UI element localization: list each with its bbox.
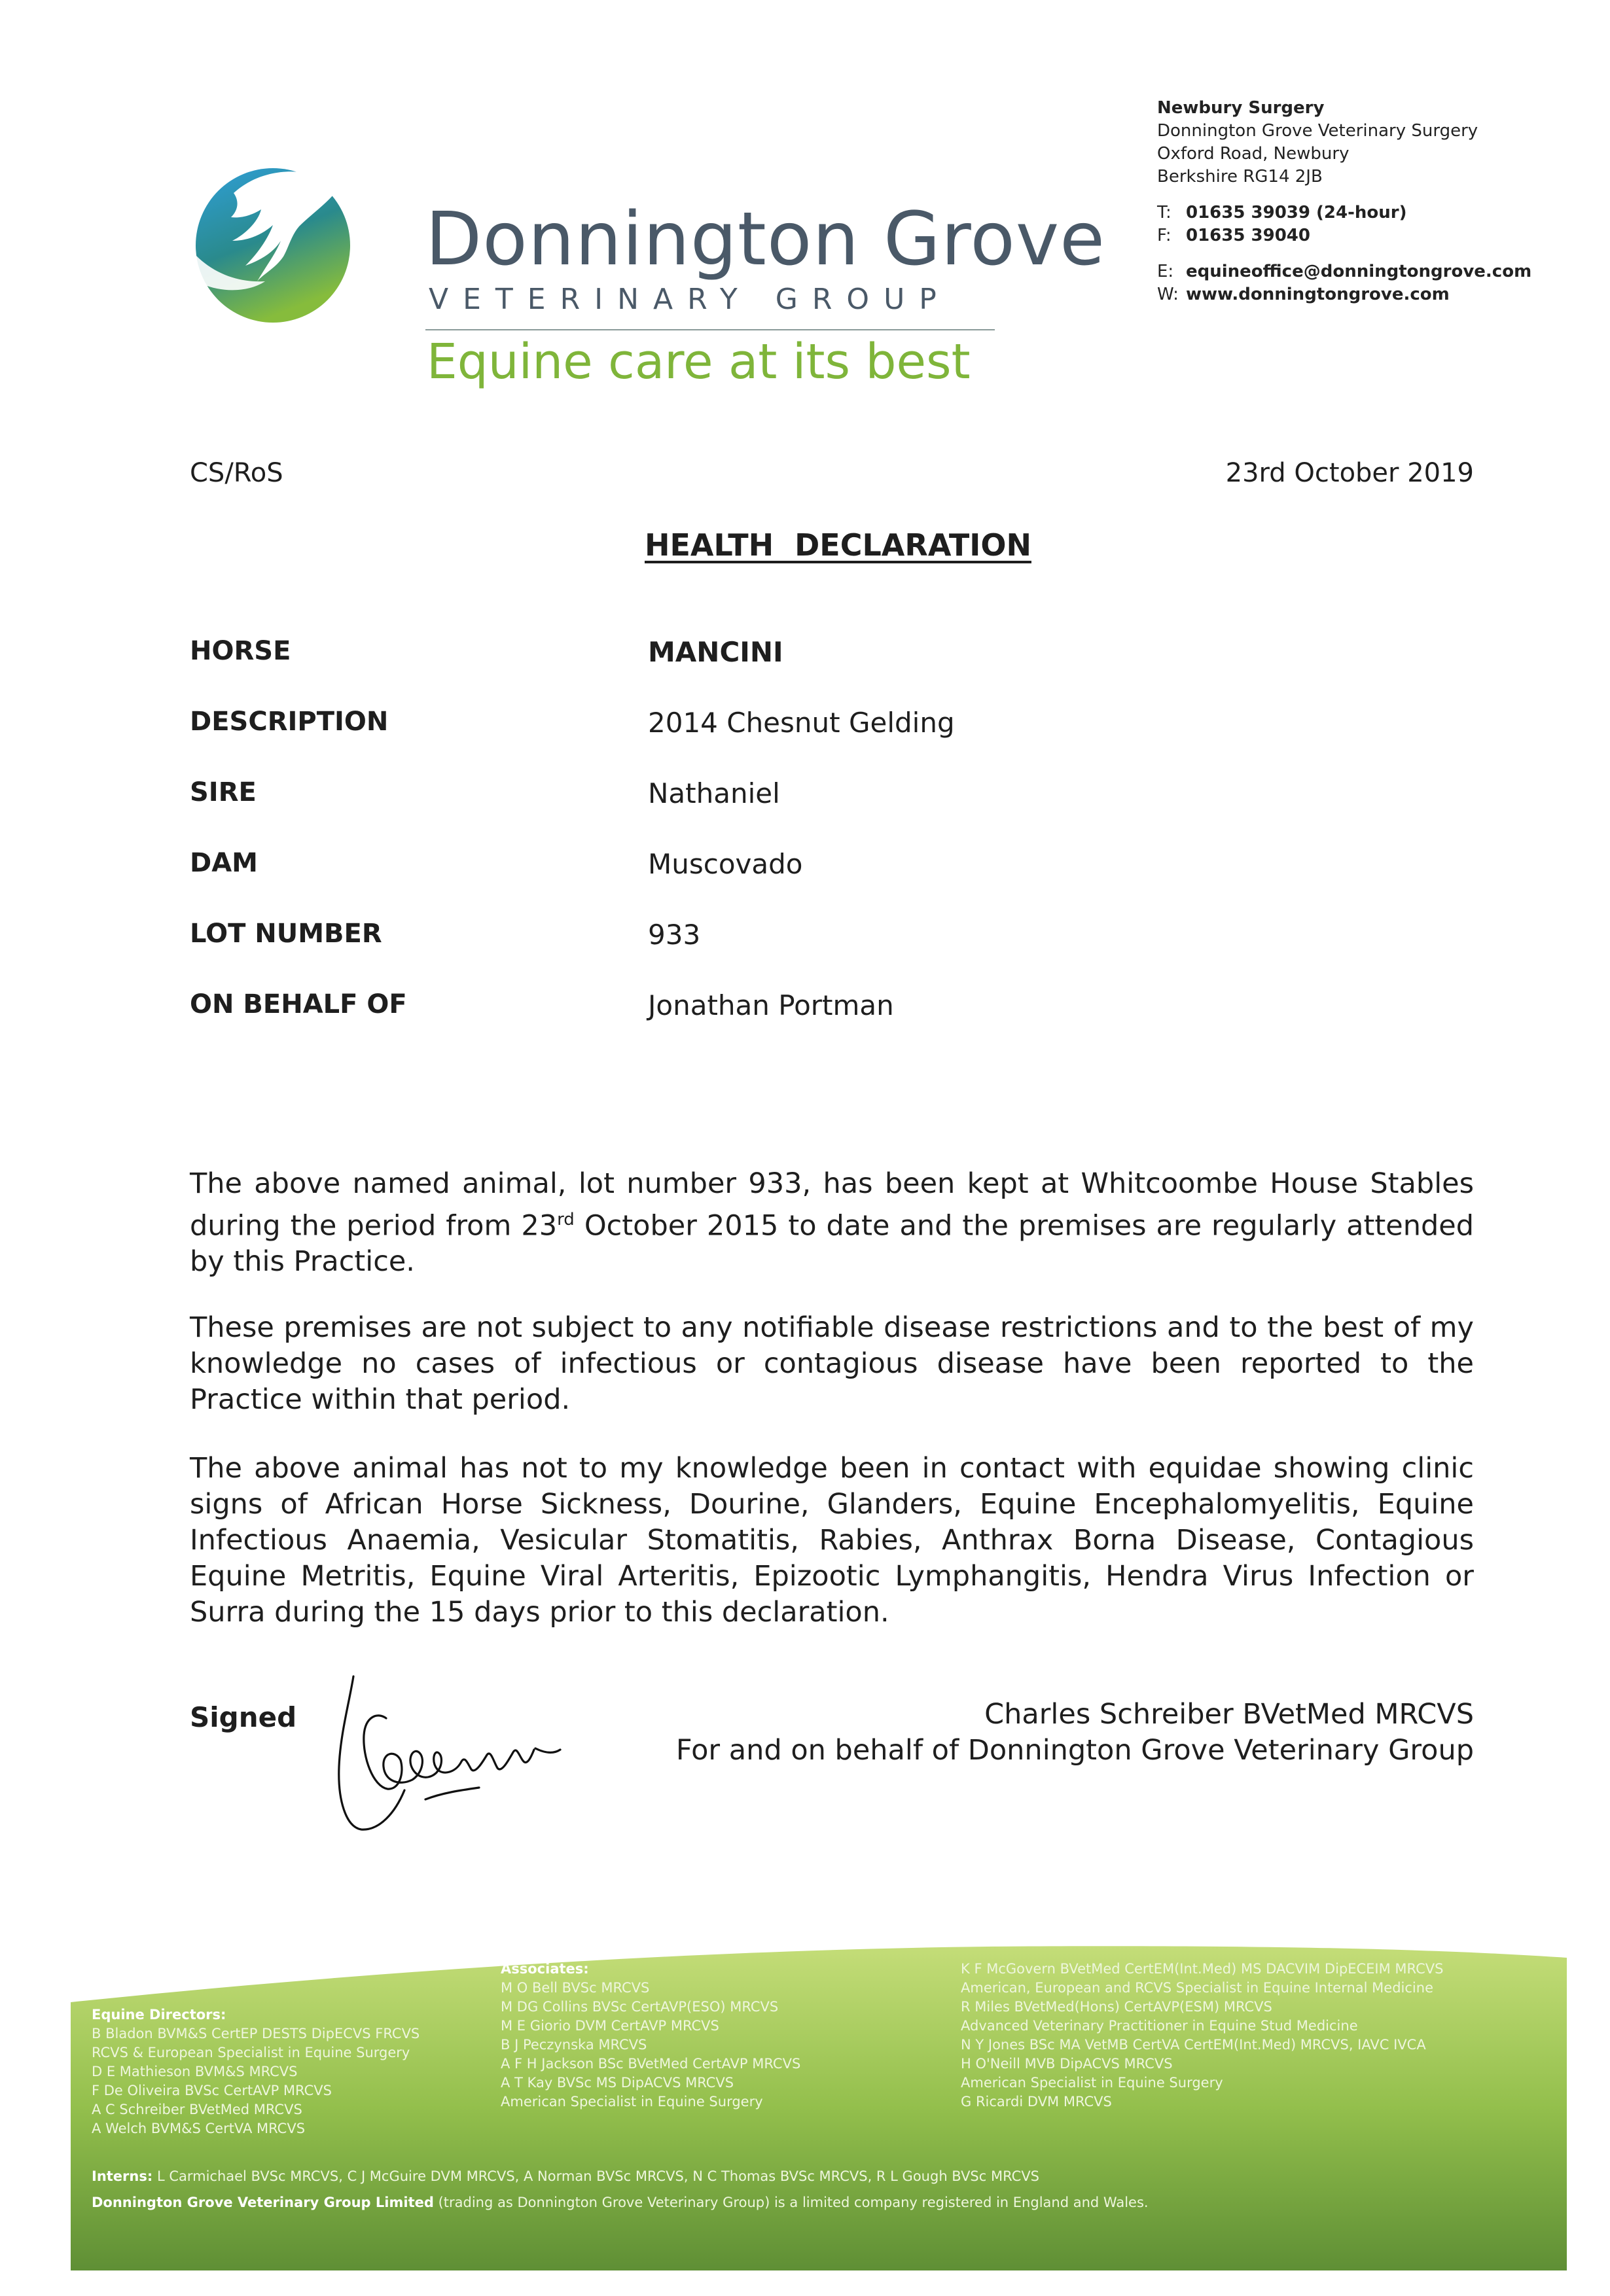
address-line: Oxford Road, Newbury [1157,144,1350,164]
associates-heading: Associates: [501,1961,589,1977]
paragraph-text: The above named animal, lot number 933, has been kept at Whitcoombe House Stables during the period from 23 [190,1167,1474,1243]
detail-value: Muscovado [648,848,803,880]
brand-divider [425,329,995,330]
interns-label: Interns: [92,2168,153,2184]
footer-company [92,2193,1149,2212]
interns-list: L Carmichael BVSc MRCVS, C J McGuire DVM MRCVS, A Norman BVSc MRCVS, N C Thomas BVSc MRCVS, R L Gough BVSc MRCVS [156,2168,1040,2184]
contact-block [1157,97,1531,306]
detail-label: SIRE [190,777,257,807]
email-line [1157,260,1531,283]
detail-label: HORSE [190,636,291,666]
document-title: HEALTH DECLARATION [645,527,1031,563]
surgery-name: Newbury Surgery [1157,98,1325,118]
web-line [1157,283,1531,306]
telephone-number: 01635 39039 (24-hour) [1186,203,1407,222]
signatory-name: Charles Schreiber BVetMed MRCVS [984,1698,1474,1731]
associate-entry: M E Giorio DVM CertAVP MRCVS [501,2018,719,2034]
specialist-entry: R Miles BVetMed(Hons) CertAVP(ESM) MRCVS [961,1999,1272,2015]
company-name: Donnington Grove Veterinary Group Limited [92,2195,434,2210]
director-entry: D E Mathieson BVM&S MRCVS [92,2064,298,2079]
footer-directors [92,2005,420,2138]
associate-entry: M O Bell BVSc MRCVS [501,1980,650,1996]
directors-heading: Equine Directors: [92,2007,226,2022]
brand-tagline: Equine care at its best [427,334,971,390]
director-entry: A Welch BVM&S CertVA MRCVS [92,2121,306,2136]
associate-entry: M DG Collins BVSc CertAVP(ESO) MRCVS [501,1999,779,2015]
fax-line [1157,224,1531,247]
donnington-grove-logo [193,157,353,327]
brand-subtitle: VETERINARY GROUP [429,283,951,316]
detail-label: DAM [190,848,258,878]
specialist-entry: N Y Jones BSc MA VetMB CertVA CertEM(Int.Med) MRCVS, IAVC IVCA [961,2037,1426,2053]
associate-entry: American Specialist in Equine Surgery [501,2094,763,2110]
fax-number: 01635 39040 [1186,226,1310,245]
director-entry: B Bladon BVM&S CertEP DESTS DipECVS FRCVS [92,2026,420,2041]
associate-entry: B J Peczynska MRCVS [501,2037,647,2053]
telephone-label: T: [1157,203,1172,222]
detail-label: LOT NUMBER [190,919,382,949]
declaration-paragraph-2: These premises are not subject to any notifiable disease restrictions and to the best of my knowledge no cases of infectious or contagious disease have been reported to the Practice within that period. [190,1311,1474,1416]
specialist-entry: American Specialist in Equine Surgery [961,2075,1223,2091]
director-entry: F De Oliveira BVSc CertAVP MRCVS [92,2083,332,2098]
director-entry: RCVS & European Specialist in Equine Surgery [92,2045,410,2060]
specialist-entry: American, European and RCVS Specialist in Equine Internal Medicine [961,1980,1433,1996]
web-address: www.donningtongrove.com [1186,285,1450,304]
footer-specialists [961,1960,1443,2111]
footer-interns [92,2167,1039,2186]
specialist-entry: K F McGovern BVetMed CertEM(Int.Med) MS DACVIM DipECEIM MRCVS [961,1961,1444,1977]
company-registration: (trading as Donnington Grove Veterinary Group) is a limited company registered in England and Wales. [433,2195,1149,2210]
director-entry: A C Schreiber BVetMed MRCVS [92,2102,302,2117]
reference-code: CS/RoS [190,458,283,488]
detail-value: MANCINI [648,636,783,668]
web-label: W: [1157,285,1179,304]
detail-label: ON BEHALF OF [190,989,407,1019]
address-line: Donnington Grove Veterinary Surgery [1157,121,1478,141]
brand-name: Donnington Grove [425,197,1106,282]
telephone-line [1157,202,1531,224]
signatory-block [676,1697,1474,1769]
signatory-role: For and on behalf of Donnington Grove Veterinary Group [675,1734,1474,1767]
fax-label: F: [1157,226,1172,245]
detail-value: Jonathan Portman [648,989,894,1021]
signed-label: Signed [190,1701,297,1733]
associate-entry: A T Kay BVSc MS DipACVS MRCVS [501,2075,734,2091]
declaration-paragraph-1 [190,1166,1474,1280]
declaration-paragraph-3: The above animal has not to my knowledge been in contact with equidae showing clinic signs of African Horse Sickness, Dourine, Glanders, Equine Encephalomyelitis, Equine Infectious Anaemia, Vesicular Stomatitis, Rabies, Anthrax Borna Disease, Contagious Equine Metritis, Equine Viral Arteritis, Epizootic Lymphangitis, Hendra Virus Infection or Surra during the 15 days prior to this declaration. [190,1452,1474,1629]
paragraph-text: October 2015 to date and the premises are regularly attended by this Practice. [190,1209,1474,1279]
email-address: equineoffice@donningtongrove.com [1186,262,1532,281]
detail-value: 2014 Chesnut Gelding [648,707,955,739]
detail-value: Nathaniel [648,777,780,809]
email-label: E: [1157,262,1174,281]
footer-associates [501,1960,800,2111]
associate-entry: A F H Jackson BSc BVetMed CertAVP MRCVS [501,2056,801,2072]
specialist-entry: Advanced Veterinary Practitioner in Equine Stud Medicine [961,2018,1358,2034]
address-line: Berkshire RG14 2JB [1157,167,1323,186]
detail-label: DESCRIPTION [190,707,389,737]
specialist-entry: G Ricardi DVM MRCVS [961,2094,1112,2110]
detail-value: 933 [648,919,701,951]
letter-date: 23rd October 2019 [1225,458,1474,488]
handwritten-signature [327,1675,589,1839]
ordinal-suffix: rd [557,1210,575,1229]
specialist-entry: H O'Neill MVB DipACVS MRCVS [961,2056,1173,2072]
